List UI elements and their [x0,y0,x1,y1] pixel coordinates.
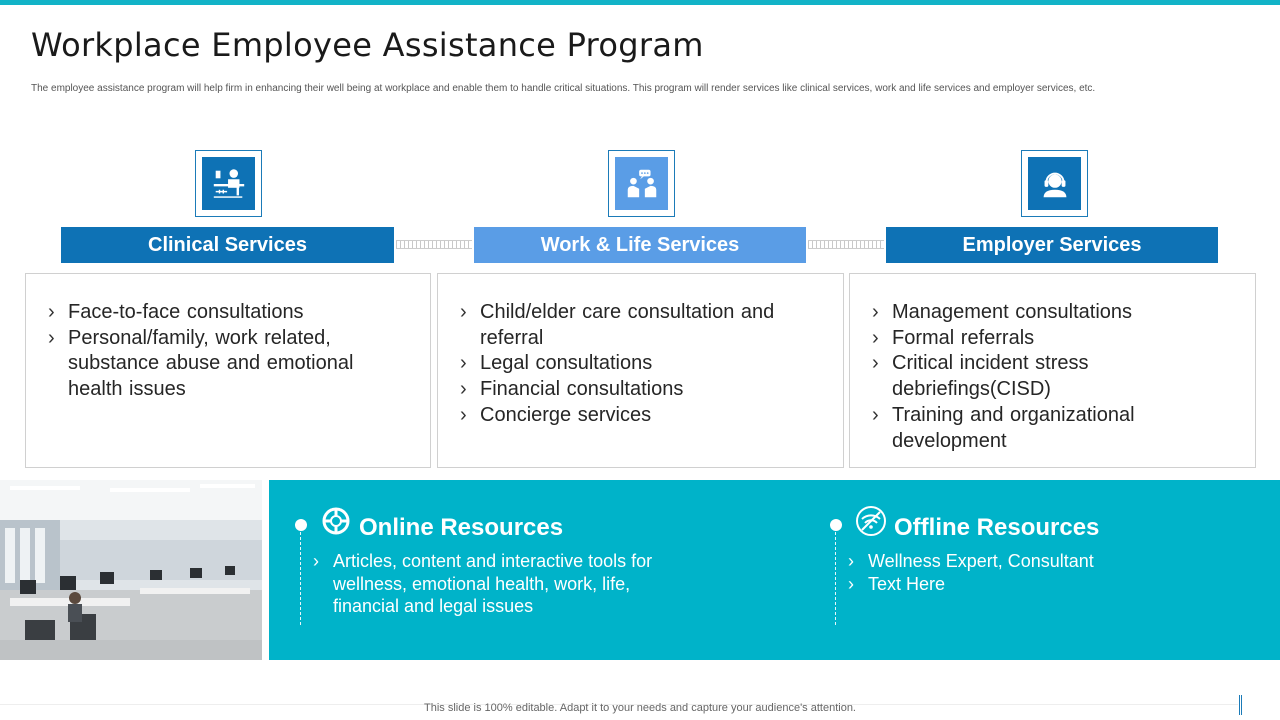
clinical-icon-frame [195,150,262,217]
list-item: › Articles, content and interactive tools for wellness, emotional health, work, life, financial and legal issues [313,550,653,618]
list-item: › Personal/family, work related, substance abuse and emotional health issues [48,326,412,403]
list-item: › Formal referrals [872,326,1237,352]
worklife-icon-frame [608,150,675,217]
list-item: › Face-to-face consultations [48,300,412,326]
lifebuoy-icon [320,505,352,537]
work-life-services-list [460,300,825,429]
work-life-services-card [437,273,844,468]
headset-support-icon [1028,157,1081,210]
offline-resources-list [848,550,1178,595]
list-item: › Critical incident stress debriefings(CISD) [872,351,1237,402]
connector-right [808,240,884,249]
office-photo [0,480,262,660]
list-item: › Financial consultations [460,377,825,403]
clinical-services-card [25,273,431,468]
offline-resources-title: Offline Resources [894,514,1100,541]
slide-title: Workplace Employee Assistance Program [31,26,704,64]
employer-services-card [849,273,1256,468]
top-accent-bar [0,0,1280,5]
people-conversation-icon [615,157,668,210]
timeline-line [835,532,836,625]
clinical-services-list [48,300,412,403]
list-item: › Management consultations [872,300,1237,326]
resources-panel [269,480,1280,660]
work-life-services-header: Work & Life Services [474,227,806,263]
timeline-line [300,532,301,625]
list-item: › Concierge services [460,403,825,429]
doctor-desk-icon [202,157,255,210]
list-item: › Wellness Expert, Consultant [848,550,1178,573]
online-resources-list [313,550,653,618]
list-item: › Text Here [848,573,1178,596]
employer-services-list [872,300,1237,454]
timeline-dot [830,519,842,531]
slide-subtitle: The employee assistance program will help firm in enhancing their well being at workplace and enable them to handle critical situations. This program will render services like clinical services, work and life services and employer services, etc. [31,83,1096,94]
footer-mark [1239,695,1242,715]
employer-icon-frame [1021,150,1088,217]
list-item: › Training and organizational development [872,403,1237,454]
clinical-services-header: Clinical Services [61,227,394,263]
employer-services-header: Employer Services [886,227,1218,263]
footer-note: This slide is 100% editable. Adapt it to your needs and capture your audience's attention. [424,702,856,714]
connector-left [396,240,472,249]
timeline-dot [295,519,307,531]
list-item: › Child/elder care consultation and referral [460,300,825,351]
no-wifi-icon [855,505,887,537]
online-resources-title: Online Resources [359,514,564,541]
list-item: › Legal consultations [460,351,825,377]
